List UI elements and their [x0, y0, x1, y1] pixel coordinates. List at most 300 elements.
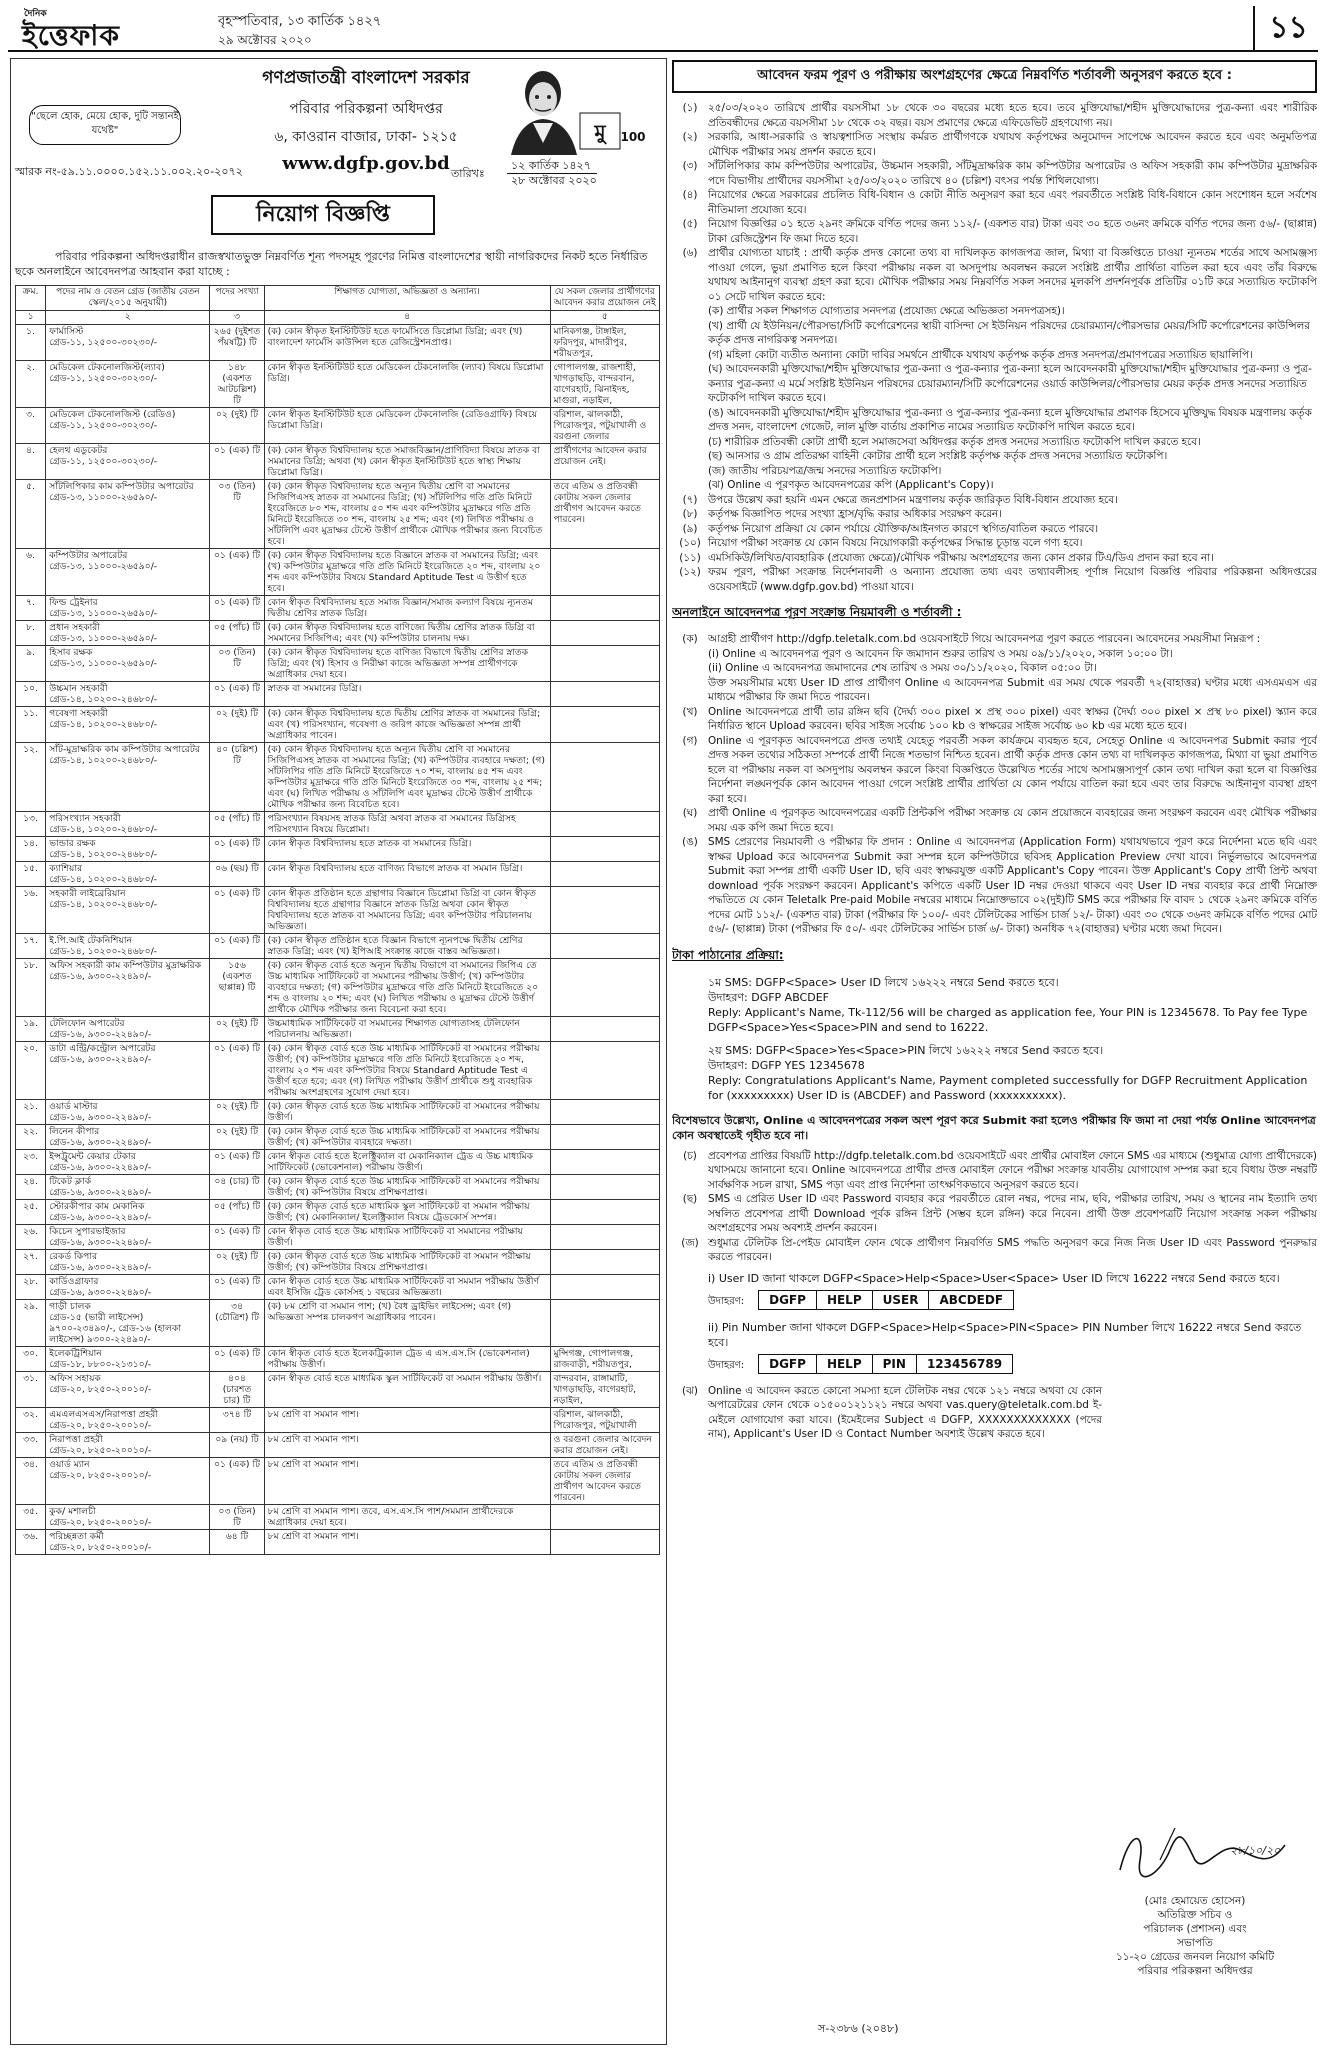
cell-districts — [550, 1458, 659, 1505]
submission-notice: বিশেষভাবে উল্লেখ্য, Online এ আবেদনপত্রের সকল অংশ পূরণ করে Submit করা হলেও পরীক্ষার ফি জমা না দেয়া পর্যন্ত Online আবেদনপত্র কোন অবস্থাতেই গৃহীত হবে না। — [672, 1113, 1316, 1142]
cell-serial — [16, 1458, 46, 1505]
cell-count — [210, 361, 264, 408]
cell-post — [46, 480, 210, 549]
cell-qualification-text: উচ্চমাধ্যমিক সার্টিফিকেট বা সমমানের শিক্ষাগত যোগ্যতাসহ টেলিফোন পরিচালনায় অভিজ্ঞতা। — [267, 1018, 520, 1040]
condition-item — [672, 632, 1317, 647]
cell-serial-text: ৭. — [26, 597, 36, 608]
cell-serial — [16, 887, 46, 934]
cell-count-text: ০১ (এক) টি — [214, 1151, 261, 1162]
cell-qualification-text: ৮ম শ্রেণি বা সমমান পাশ। — [267, 1531, 359, 1542]
cell-districts — [550, 325, 659, 361]
cell-districts-text: গোপালগঞ্জ, রাজশাহী, খাগড়াছড়ি, বান্দরবান, বাগেরহাট, ঝিনাইদহ, মাগুরা, নড়াইল, — [553, 362, 636, 406]
table-colnum-row — [16, 311, 660, 325]
cell-serial — [16, 1150, 46, 1175]
condition-text: কর্তৃপক্ষ নিয়োগ প্রক্রিয়া যে কোন পর্যায়ে যৌক্তিক/আইনগত কারণে স্থগিত/বাতিল করতে পারবে। — [708, 522, 1099, 535]
cell-qualification-text: (ক) কোন স্বীকৃত বোর্ড হতে মাধ্যমিক স্কুল সার্টিফিকেট বা সমমান পরীক্ষায় উত্তীর্ণ; (খ) মেকানিক্যাল/ ইলেক্ট্রিক্যাল বিষয়ে ট্রেডকোর্স সম্পন্ন। — [267, 1201, 530, 1223]
cell-count-text: ০১ (এক) টি — [214, 1459, 261, 1470]
date-bengali-calendar: ১২ কার্তিক ১৪২৭ — [511, 159, 591, 172]
cell-districts — [550, 1225, 659, 1250]
signature-block — [1100, 1820, 1310, 2040]
cell-count — [210, 812, 264, 837]
cell-serial — [16, 934, 46, 959]
cell-districts-text: প্রার্থীগণের আবেদন করার প্রয়োজন নেই। — [553, 445, 647, 467]
cell-qualification-text: (ক) ৮ম শ্রেণি বা সমমান পাশ; (খ) বৈধ ড্রাইভিং লাইসেন্স; এবং (গ) অভিজ্ঞতা সম্পন্ন চালকগণ অগ্রাধিকার পাবেন। — [267, 1301, 512, 1323]
cell-post-text: গ্রেড-২০, ৮২৫০-২০০১০/- — [49, 1420, 152, 1431]
cell-post-text: ইলেকট্রিশিয়ান — [49, 1348, 102, 1359]
cell-post-text: গ্রেড-১৪, ১০২০০-২৪৬৮০/- — [49, 755, 158, 766]
recover-userid: i) User ID জানা থাকলে DGFP<Space>Help<Space>User<Space> User ID লিখে 16222 নম্বরে Send করতে হবে। — [708, 1271, 1280, 1285]
signer-title: পরিচালক (প্রশাসন) এবং — [1143, 1923, 1247, 1935]
masthead — [8, 6, 1318, 52]
cell-qualification — [264, 1150, 550, 1175]
cell-qualification-text: কোন স্বীকৃত বোর্ড হতে ইলেকট্রিক্যাল ট্রেড এ এস.এস.সি (ভোকেশনাল) পরীক্ষায় উত্তীর্ণ। — [267, 1348, 530, 1370]
col-post-grade: পদের নাম ও বেতন গ্রেড (জাতীয় বেতন স্কেল/২০১৫ অনুযায়ী) — [46, 286, 210, 311]
cell-post-text: গ্রেড-১৬, ৯৩০০-২২৪৯০/- — [49, 1237, 152, 1248]
cell-qualification — [264, 1347, 550, 1372]
cell-qualification — [264, 812, 550, 837]
condition-number: (৫) — [682, 218, 698, 230]
cell-count-text: ০১ (এক) টি — [214, 597, 261, 608]
cell-count-text: ০১ (এক) টি — [214, 1226, 261, 1237]
cell-serial — [16, 1100, 46, 1125]
cell-districts — [550, 1372, 659, 1408]
cell-post-text: উচ্চমান সহকারী — [49, 683, 108, 694]
cell-qualification — [264, 1125, 550, 1150]
cell-districts-text: বরিশাল, ঝালকাঠী, পিরোজপুর, পটুয়াখালী — [553, 1409, 637, 1431]
payment-heading: টাকা পাঠানোর প্রক্রিয়া: — [672, 947, 784, 962]
cell-post — [46, 837, 210, 862]
cell-serial — [16, 837, 46, 862]
cell-post — [46, 1175, 210, 1200]
cell-qualification — [264, 621, 550, 646]
cell-post-text: ডাটা এন্ট্রি/কন্ট্রোল অপারেটর — [49, 1043, 156, 1054]
cell-count — [210, 1505, 264, 1530]
cell-serial-text: ২৩. — [23, 1151, 39, 1162]
cell-post — [46, 1042, 210, 1100]
cell-serial — [16, 408, 46, 444]
cell-post-text: ওয়ার্ড মাস্টার — [49, 1101, 98, 1112]
cell-post-text: কুক/ মশালচী — [49, 1506, 96, 1517]
cell-count-text: ৩৭৪ টি — [222, 1409, 252, 1420]
cell-post-text: গ্রেড-১৬, ৯৩০০-২২৪৯০/- — [49, 971, 152, 982]
document-item: (ছ) আনসার ও গ্রাম প্রতিরক্ষা বাহিনী কোটার প্রার্থী হলে সংশ্লিষ্ট কর্তৃপক্ষ কর্তৃক প্রদত্ত সনদের সত্যায়িত ফটোকপি। — [708, 450, 1168, 462]
cell-districts — [550, 480, 659, 549]
condition-text: প্রার্থী Online এ পূরণকৃত আবেদনপত্রের একটি প্রিন্টকপি পরীক্ষা সংক্রান্ত যে কোন প্রয়োজনে ব্যবহারের জন্য সংরক্ষণ করবেন এবং মৌখিক পরীক্ষার সময় এক কপি জমা দিতে হবে। — [708, 807, 1317, 834]
sms-reply-2: Reply: Congratulations Applicant's Name, Payment completed successfully for DGFP Recruitment Application for (xxxxxxxxx) User ID is (ABCDEF) and Password (xxxxxxxxxx). — [708, 1073, 1308, 1102]
cell-post — [46, 862, 210, 887]
table-row — [16, 1408, 660, 1433]
notice-intro: পরিবার পরিকল্পনা অধিদপ্তরাধীন রাজস্বখাতভুক্ত নিম্নবর্ণিত শূন্য পদসমূহ পূরণের নিমিত্ত বাংলাদেশের স্থায়ী নাগরিকদের নিকট হতে নির্ধারিত ছকে অনলাইনে আবেদনপত্র আহবান করা যাচ্ছে : — [15, 250, 648, 278]
cell-post — [46, 1347, 210, 1372]
table-row — [16, 596, 660, 621]
condition-number: (ক) — [682, 633, 698, 645]
col-count: পদের সংখ্যা — [210, 286, 264, 311]
condition-number: (ঘ) — [682, 807, 698, 819]
cell-districts — [550, 1175, 659, 1200]
condition-text: সাঁটলিপিকার কাম কম্পিউটার অপারেটর, উচ্চমান সহকারী, সাঁটমুদ্রাক্ষরিক কাম কম্পিউটার অপারেটর ও অফিস সহকারী কাম কম্পিউটার মুদ্রাক্ষরিক পদে বিভাগীয় প্রার্থীদের বয়সসীমা ২৫/০৩/২০২০ তারিখে ৪০ (চল্লিশ) বৎসর পর্যন্ত শিথিলযোগ্য। — [708, 160, 1317, 187]
cell-qualification-text: কোন স্বীকৃত ইনস্টিটিউট হতে মেডিকেল টেকনোলজি (রেডিওগ্রাফি) বিষয়ে ডিপ্লোমা ডিগ্রি। — [267, 409, 538, 431]
documents-list — [672, 304, 1317, 493]
cell-count — [210, 1125, 264, 1150]
cell-serial-text: ৪. — [26, 445, 36, 456]
logo-text: ইত্তেফাক — [22, 19, 121, 52]
cell-serial — [16, 743, 46, 812]
cell-qualification-text: (ক) কোন স্বীকৃত প্রতিষ্ঠান হতে বিজ্ঞান বিভাগে ন্যূনপক্ষে দ্বিতীয় শ্রেণির স্নাতক ডিগ্রি; এবং (খ) ইপিআই সংক্রান্ত কাজে বাস্তব অভিজ্ঞতা। — [267, 935, 523, 957]
cell-post-text: কম্পিউটার অপারেটর — [49, 550, 128, 561]
cell-qualification-text: পরিসংখ্যান বিষয়সহ স্নাতক ডিগ্রি অথবা স্নাতক বা সমমানের ডিগ্রিসহ পরিসংখ্যান বিষয়ে ডিপ্লোমা। — [267, 813, 516, 835]
cell-districts — [550, 1433, 659, 1458]
cell-count — [210, 1017, 264, 1042]
cell-qualification-text: (ক) কোন স্বীকৃত বোর্ড হতে উচ্চ মাধ্যমিক সার্টিফিকেট বা সমমানের পরীক্ষায় উত্তীর্ণ; (খ) কম্পিউটার ব্যবহারে দক্ষতা। — [267, 1126, 540, 1148]
condition-item — [672, 536, 1317, 551]
condition-text: প্রার্থীর যোগ্যতা যাচাই : প্রার্থী কর্তৃক প্রদত্ত কোনো তথ্য বা দাখিলকৃত কাগজপত্র জাল, মিথ্যা বা বিজ্ঞপ্তিতে চাওয়া ন্যূনতম শর্তের সাথে অসামঞ্জস্য পাওয়া গেলে, ভুয়া প্রমাণিত হলে কিংবা পরীক্ষায় নকল বা অসদুপায় অবলম্বন করলে সংশ্লিষ্ট প্রার্থীর প্রার্থিতা বাতিল করা হবে এবং তাঁর বিরুদ্ধে যথাযথ আইনানুগ ব্যবস্থা গ্রহণ করা হবে। মৌখিক পরীক্ষার সময় নিম্নবর্ণিত সকল সনদের মূলকপি প্রদর্শনপূর্বক প্রতিটির ০১টি করে সত্যায়িত ফটোকপি ০১ সেটে দাখিল করতে হবে: — [708, 247, 1317, 303]
condition-item — [672, 246, 1317, 304]
condition-number: (২) — [682, 131, 698, 143]
condition-item — [672, 676, 1317, 705]
table-header-row — [16, 286, 660, 311]
cell-post — [46, 1125, 210, 1150]
cell-count — [210, 1433, 264, 1458]
cell-post-text: গ্রেড-১৬, ৯৩০০-২২৪৯০/- — [49, 1262, 152, 1273]
cell-count — [210, 707, 264, 743]
cell-districts — [550, 549, 659, 596]
mujib-badge-icon — [579, 109, 645, 153]
cell-post-text: গ্রেড-১১, ১২৫০০-৩০২৩০/- — [49, 420, 158, 431]
cell-districts — [550, 1275, 659, 1300]
cell-count-text: ০৫ (পাঁচ) টি — [213, 813, 261, 824]
table-row — [16, 1347, 660, 1372]
cell-serial — [16, 1225, 46, 1250]
cell-post-text: গ্রেড-১৩, ১১০০০-২৬৫৯০/- — [49, 658, 158, 669]
document-item: (খ) প্রার্থী যে ইউনিয়ন/পৌরসভা/সিটি কর্পোরেশনের স্থায়ী বাসিন্দা সে ইউনিয়ন পরিষদের চেয়ারম্যান/পৌরসভার মেয়র/সিটি কর্পোরেশনের কাউন্সিলর কর্তৃক প্রদত্ত নাগরিকত্ব সনদপত্র। — [708, 319, 1310, 346]
cell-post — [46, 1505, 210, 1530]
example-cell: DGFP — [759, 1290, 817, 1309]
condition-item — [672, 551, 1317, 566]
cell-serial — [16, 1505, 46, 1530]
cell-count — [210, 646, 264, 682]
contact-text: Online এ আবেদন করতে কোনো সমস্যা হলে টেলিটক নম্বর থেকে ১২১ নম্বরে অথবা যে কোন অপারেটরের ফোন থেকে ০১৫০০১২১১২১ নম্বরে অথবা vas.query@teletalk.com.bd ই-মেইলে যোগাযোগ করা যাবে। (ইমেইলের Subject এ DGFP, XXXXXXXXXXXXX (পদের নাম), Applicant's User ID ও Contact Number অবশ্যই উল্লেখ করতে হবে। — [708, 1384, 1102, 1440]
cell-qualification-text: কোন স্বীকৃত বোর্ড হতে মাধ্যমিক স্কুল সার্টিফিকেট বা সমমান পরীক্ষায় উত্তীর্ণ। — [267, 1373, 542, 1384]
advertisement-code: স-২৩৮৬ (২০৪৮) — [818, 2022, 899, 2035]
cell-post — [46, 1458, 210, 1505]
cell-serial-text: ২. — [26, 362, 36, 373]
example-label: উদাহরণ: — [708, 1360, 745, 1371]
condition-text: কর্তৃপক্ষ বিজ্ঞাপিত পদের সংখ্যা হ্রাস/বৃদ্ধি করার অধিকার সংরক্ষণ করেন। — [708, 508, 1002, 520]
cell-serial-text: ১৩. — [23, 813, 39, 824]
cell-qualification-text: কোন স্বীকৃত বোর্ড হতে ইলেক্ট্রিক্যাল বা মেকানিক্যাল ট্রেড এ উচ্চ মাধ্যমিক সার্টিফিকেট (ভোকেশনাল) পরীক্ষায় উত্তীর্ণ। — [267, 1151, 534, 1173]
condition-text: (ii) Online এ আবেদনপত্র জমাদানের শেষ তারিখ ও সময় ৩০/১১/২০২০, বিকাল ০৫:০০ টা। — [708, 662, 1097, 674]
cell-serial-text: ১৫. — [23, 863, 39, 874]
cell-post-text: গ্রেড-২০, ৮২৫০-২০০১০/- — [49, 1517, 152, 1528]
cell-qualification-text: ৮ম শ্রেণি বা সমমান পাশ। — [267, 1434, 359, 1445]
document-item: (চ) শারীরিক প্রতিবন্ধী কোটা প্রার্থী হলে সমাজসেবা অধিদপ্তর কর্তৃক প্রদত্ত সনদের সত্যায়িত ফটোকপি দাখিল করতে হবে। — [708, 435, 1201, 448]
cell-serial-text: ১৬. — [23, 888, 39, 899]
cell-post-text: ইন্সট্রুমেন্ট কেয়ার টেকার — [49, 1151, 136, 1162]
cell-post — [46, 1530, 210, 1555]
cell-post-text: গ্রেড-২০, ৮২৫০-২০০১০/- — [49, 1445, 152, 1456]
cell-districts — [550, 1408, 659, 1433]
condition-number: (ছ) — [682, 1193, 698, 1205]
condition-number: (১২) — [679, 566, 701, 578]
cell-serial — [16, 361, 46, 408]
svg-text:100: 100 — [620, 130, 645, 144]
cell-post-text: ফার্মাসিস্ট — [49, 326, 84, 337]
cell-count — [210, 1100, 264, 1125]
colnum: ১ — [16, 311, 46, 325]
cell-post-text: গ্রেড-২০, ৮২৫০-২০০১০/- — [49, 1384, 152, 1395]
example-cell: HELP — [816, 1290, 872, 1309]
table-row — [16, 480, 660, 549]
department-address: ৬, কাওরান বাজার, ঢাকা- ১২১৫ — [274, 129, 458, 145]
more-rules-list — [672, 1149, 1317, 1265]
table-row — [16, 1175, 660, 1200]
cell-post — [46, 1408, 210, 1433]
cell-serial-text: ২৬. — [23, 1226, 39, 1237]
document-item: (গ) মহিলা কোটা ব্যতীত অন্যান্য কোটা দাবির সমর্থনে প্রার্থীকে যথাযথ কর্তৃপক্ষ কর্তৃক প্রদত্ত সনদপত্র/প্রমাণপত্রের সত্যায়িত ছায়ালিপি। — [708, 348, 1253, 361]
condition-number — [672, 676, 708, 705]
cell-count — [210, 480, 264, 549]
cell-post-text: রেকর্ড কিপার — [49, 1251, 98, 1262]
condition-number: (জ) — [681, 1236, 699, 1249]
online-rules-heading: অনলাইনে আবেদনপত্র পূরণ সংক্রান্ত নিয়মাবলী ও শর্তাবলী : — [672, 605, 962, 619]
cell-count — [210, 743, 264, 812]
mujib-100-logo — [579, 109, 645, 153]
condition-item — [672, 647, 1317, 662]
cell-qualification — [264, 1433, 550, 1458]
cell-qualification-text: (ক) কোন স্বীকৃত বিশ্ববিদ্যালয় হতে অন্যূন দ্বিতীয় শ্রেণি বা সমমানের সিজিপিএসহ স্নাতক বা সমমানের ডিগ্রি; (খ) সাঁটলিপির গতি প্রতি মিনিটে ইংরেজিতে ৮০ শব্দ, বাংলায় ৫০ শব্দ এবং কম্পিউটার মুদ্রাক্ষরে গতি প্রতি মিনিটে ইংরেজিতে ৩০ শব্দ, বাংলায় ২৫ শব্দ; এবং (গ) লিখিত পরীক্ষায় ও সাঁটলিপি এবং মুদ্রাক্ষর টেস্টে উত্তীর্ণ প্রার্থীকে মৌখিক পরীক্ষার জন্য বিবেচিত হবে। — [267, 481, 543, 547]
cell-serial-text: ৩৫. — [23, 1506, 39, 1517]
table-row — [16, 1100, 660, 1125]
table-row — [16, 812, 660, 837]
cell-post-text: ওয়ার্ড ম্যান — [49, 1459, 90, 1470]
notice-title: নিয়োগ বিজ্ঞপ্তি — [211, 195, 435, 235]
cell-count-text: ০২ (দুই) টি — [215, 409, 259, 420]
cell-districts — [550, 887, 659, 934]
cell-post-text: গ্রেড-১৪, ১০২০০-২৪৬৮০/- — [49, 719, 158, 730]
cell-post-text: কার্ডিওগ্রাফার — [49, 1276, 99, 1287]
cell-post — [46, 743, 210, 812]
cell-post-text: টিকেট ক্লার্ক — [49, 1176, 92, 1187]
cell-qualification — [264, 1250, 550, 1275]
condition-text: (i) Online এ আবেদনপত্র পূরণ ও আবেদন ফি জমাদান শুরুর তারিখ ও সময় ০৯/১১/২০২০, সকাল ১০:০০ টা। — [708, 647, 1173, 660]
condition-item — [672, 705, 1317, 734]
condition-item — [672, 493, 1317, 508]
cell-count-text: ০৫ (পাঁচ) টি — [213, 622, 261, 633]
cell-post-text: নিরাপত্তা প্রহরী — [49, 1434, 103, 1445]
cell-qualification — [264, 682, 550, 707]
cell-serial-text: ২৯. — [23, 1301, 39, 1312]
condition-item — [672, 159, 1317, 188]
cell-qualification-text: ৮ম শ্রেণি বা সমমান পাশ। তবে, এস.এস.সি পাশ/সমমান প্রার্থীদেরকে অগ্রাধিকার দেয়া হবে। — [267, 1506, 514, 1528]
cell-qualification-text: (ক) কোন স্বীকৃত বিশ্ববিদ্যালয় হতে বিজ্ঞানে স্নাতক বা সমমানের ডিগ্রি; এবং (খ) কম্পিউটার মুদ্রাক্ষরে গতি প্রতি মিনিটে ইংরেজিতে ২০ শব্দ, বাংলায় ২০ শব্দ এবং কম্পিউটার বিষয়ে Standard Aptitude Test এ উত্তীর্ণ হতে হবে। — [267, 550, 541, 594]
cell-count-text: ০২ (দুই) টি — [215, 708, 259, 719]
cell-post — [46, 646, 210, 682]
cell-count — [210, 408, 264, 444]
cell-qualification — [264, 837, 550, 862]
cell-post — [46, 1300, 210, 1347]
pin-example-table — [758, 1354, 1013, 1374]
cell-count — [210, 887, 264, 934]
cell-qualification-text: ৮ম শ্রেণি বা সমমান পাশ। — [267, 1409, 359, 1420]
cell-post — [46, 682, 210, 707]
cell-post-text: প্রধান সহকারী — [49, 622, 100, 633]
table-row — [16, 1433, 660, 1458]
cell-qualification — [264, 1225, 550, 1250]
cell-post — [46, 549, 210, 596]
cell-qualification — [264, 646, 550, 682]
cell-post — [46, 361, 210, 408]
department-name: পরিবার পরিকল্পনা অধিদপ্তর — [289, 101, 443, 117]
spacer — [708, 1035, 1317, 1043]
table-row — [16, 887, 660, 934]
cell-districts — [550, 1150, 659, 1175]
cell-post — [46, 1250, 210, 1275]
logo-small-text: দৈনিক — [24, 9, 47, 19]
recover-pin: ii) Pin Number জানা থাকলে DGFP<Space>Help<Space>PIN<Space> PIN Number লিখে 16222 নম্বরে Send করতে হবে। — [708, 1320, 1302, 1349]
cell-serial-text: ২৫. — [23, 1201, 39, 1212]
condition-text: নিয়োগ বিজ্ঞপ্তির ০১ হতে ২৯নং ক্রমিকে বর্ণিত পদের জন্য ১১২/- (একশত বার) টাকা এবং ৩০ হতে ৩৬নং ক্রমিকে বর্ণিত পদের জন্য ৫৬/- (ছাপ্পান্ন) টাকা রেজিস্ট্রেশন ফি জমা দিতে হবে। — [708, 218, 1317, 245]
cell-districts-text: ও বরগুনা জেলার আবেদন করার প্রয়োজন নেই। — [553, 1434, 652, 1456]
cell-qualification-text: কোন স্বীকৃত প্রতিষ্ঠান হতে গ্রন্থাগার বিজ্ঞানে ডিপ্লোমা ডিগ্রি বা কোন স্বীকৃত বিশ্ববিদ্যালয় হতে গ্রন্থাগার বিজ্ঞানে স্নাতক ডিগ্রি অথবা কোন স্বীকৃত বিশ্ববিদ্যালয় হতে স্নাতক বা সমমানের ডিগ্রি; এবং কম্পিউটার পরিচালনায় অভিজ্ঞতা। — [267, 888, 537, 932]
cell-districts — [550, 1505, 659, 1530]
condition-text: উপরে উল্লেখ করা হয়নি এমন ক্ষেত্রে জনপ্রশাসন মন্ত্রণালয় কর্তৃক জারিকৃত বিধি-বিধান প্রযোজ্য হবে। — [708, 493, 1118, 506]
cell-count-text: ০১ (এক) টি — [214, 550, 261, 561]
cell-serial-text: ২৪. — [23, 1176, 39, 1187]
condition-text: উক্ত সময়সীমার মধ্যে User ID প্রাপ্ত প্রার্থীগণ Online এ আবেদনপত্র Submit এর সময় থেকে পরবর্তী ৭২(বাহাত্তর) ঘণ্টার মধ্যে এসএমএস এর মাধ্যমে পরীক্ষার ফি জমা দিতে পারবেন। — [708, 676, 1317, 703]
cell-qualification — [264, 1200, 550, 1225]
colnum: ২ — [46, 311, 210, 325]
cell-serial-text: ১৭. — [23, 935, 39, 946]
cell-districts — [550, 707, 659, 743]
cell-count-text: ৬৪ টি — [225, 1531, 249, 1542]
col-excluded-districts: যে সকল জেলার প্রার্থীগণের আবেদন করার প্রয়োজন নেই — [550, 286, 659, 311]
cell-post — [46, 1433, 210, 1458]
cell-serial — [16, 1200, 46, 1225]
table-row — [16, 444, 660, 480]
cell-serial — [16, 1433, 46, 1458]
cell-qualification — [264, 1042, 550, 1100]
cell-qualification — [264, 1275, 550, 1300]
cell-districts — [550, 1347, 659, 1372]
cell-count-text: ০১ (এক) টি — [214, 445, 261, 456]
department-website[interactable]: www.dgfp.gov.bd — [282, 153, 450, 174]
table-row — [16, 1042, 660, 1100]
payment-steps — [672, 975, 1317, 1103]
cell-count — [210, 1250, 264, 1275]
cell-count-text: ০১ (এক) টি — [214, 683, 261, 694]
condition-number: (৯) — [682, 522, 698, 535]
table-row — [16, 743, 660, 812]
cell-serial — [16, 621, 46, 646]
condition-item — [672, 130, 1317, 159]
cell-serial-text: ২৮. — [23, 1276, 39, 1287]
cell-count-text: ০৪ (চার) টি — [214, 1176, 260, 1187]
cell-count — [210, 549, 264, 596]
cell-count-text: ০২ (দুই) টি — [215, 1126, 259, 1137]
cell-serial — [16, 707, 46, 743]
cell-qualification-text: কোন স্বীকৃত বোর্ড হতে উচ্চ মাধ্যমিক সার্টিফিকেট বা সমমানের পরীক্ষায় উত্তীর্ণ। — [267, 1226, 523, 1248]
condition-text: ফরম পূরণ, পরীক্ষা সংক্রান্ত নির্দেশনাবলী ও অন্যান্য প্রযোজ্য তথ্য এবং তথ্যাবলীসহ পূর্ণাঙ্গ নিয়োগ বিজ্ঞপ্তি পরিবার পরিকল্পনা অধিদপ্তরের ওয়েবসাইটে (www.dgfp.gov.bd) পাওয়া যাবে। — [708, 566, 1317, 593]
table-row — [16, 934, 660, 959]
table-row — [16, 325, 660, 361]
condition-number: (৩) — [682, 160, 698, 172]
cell-post-text: ভান্ডার রক্ষক — [49, 838, 96, 849]
cell-post-text: গ্রেড-১১, ১২৫০০-৩০২৩০/- — [49, 456, 158, 467]
cell-qualification — [264, 1372, 550, 1408]
cell-post-text: গ্রেড-১১, ১২৫০০-৩০২৩০/- — [49, 337, 158, 348]
cell-post — [46, 707, 210, 743]
example-cell: 123456789 — [916, 1354, 1012, 1373]
cell-post-text: মেডিকেল টেকনোলজিস্ট(ল্যাব) — [49, 362, 165, 373]
cell-serial — [16, 1042, 46, 1100]
cell-qualification-text: (ক) কোন স্বীকৃত ইনস্টিটিউট হতে ফার্মেসিতে ডিপ্লোমা ডিগ্রি; এবং (খ) বাংলাদেশ ফার্মেসি কাউন্সিল হতে রেজিস্ট্রেশনপ্রাপ্ত। — [267, 326, 523, 348]
cell-post — [46, 812, 210, 837]
condition-number — [672, 647, 708, 662]
table-row — [16, 1458, 660, 1505]
cell-serial-text: ২৭. — [23, 1251, 39, 1262]
cell-serial-text: ২০. — [23, 1043, 39, 1054]
cell-count-text: ০৯ (নয়) টি — [215, 1434, 259, 1445]
example-cell: ABCDEDF — [929, 1290, 1014, 1309]
cell-qualification-text: কোন স্বীকৃত ইনস্টিটিউট হতে মেডিকেল টেকনোলজি (ল্যাব) বিষয়ে ডিপ্লোমা ডিগ্রি। — [267, 362, 544, 384]
table-row — [16, 549, 660, 596]
document-item: (ক) প্রার্থীর সকল শিক্ষাগত যোগ্যতার সনদপত্র (প্রযোজ্য ক্ষেত্রে অভিজ্ঞতা সনদপত্রসহ)। — [708, 305, 1065, 317]
government-header — [216, 65, 516, 174]
cell-serial — [16, 682, 46, 707]
cell-serial-text: ২২. — [23, 1126, 39, 1137]
cell-qualification — [264, 444, 550, 480]
userid-example — [672, 1286, 1317, 1320]
condition-number: (১০) — [679, 537, 701, 549]
cell-qualification-text: স্নাতক বা সমমানের ডিগ্রি। — [267, 683, 362, 694]
cell-qualification — [264, 408, 550, 444]
recruitment-notice-left — [10, 58, 667, 2045]
cell-post-text: লিনেন কীপার — [49, 1126, 100, 1137]
table-row — [16, 707, 660, 743]
cell-qualification — [264, 887, 550, 934]
condition-item — [672, 507, 1317, 522]
cell-qualification-text: কোন স্বীকৃত বিশ্ববিদ্যালয় হতে বাণিজ্য বিভাগে স্নাতক বা সমমান ডিগ্রি। — [267, 863, 523, 874]
cell-post-text: সাঁট-মুদ্রাক্ষরিক কাম কম্পিউটার অপারেটর — [49, 744, 200, 755]
cell-post — [46, 408, 210, 444]
cell-post-text: পরিসংখ্যান সহকারী — [49, 813, 121, 824]
cell-qualification — [264, 1175, 550, 1200]
government-name: গণপ্রজাতন্ত্রী বাংলাদেশ সরকার — [262, 68, 470, 88]
cell-serial-text: ৯. — [26, 647, 36, 658]
condition-number: (৮) — [682, 508, 698, 520]
issue-date-bn: বৃহস্পতিবার, ১৩ কার্তিক ১৪২৭ — [218, 14, 382, 29]
cell-serial-text: ১০. — [23, 683, 39, 694]
condition-number: (৭) — [682, 493, 698, 506]
table-row — [16, 1250, 660, 1275]
cell-post — [46, 1017, 210, 1042]
cell-post-text: ই.পি.আই টেকনিশিয়ান — [49, 935, 133, 946]
cell-serial — [16, 1300, 46, 1347]
condition-text: SMS এ প্রেরিত User ID এবং Password ব্যবহার করে পরবর্তীতে রোল নম্বর, পদের নাম, ছবি, পরীক্ষার তারিখ, সময় ও স্থানের নাম ইত্যাদি তথ্য সম্বলিত প্রবেশপত্র প্রার্থী Download পূর্বক রঙ্গিন প্রিন্ট (সম্ভব হলে রঙ্গিন) করে নিবেন। প্রার্থী উক্ত প্রবেশপত্রটি নিয়োগ সংক্রান্ত সকল পরীক্ষায় অংশগ্রহণের সময় অবশ্যই প্রদর্শন করবেন। — [708, 1193, 1317, 1234]
condition-item — [672, 188, 1317, 217]
condition-item — [672, 1149, 1317, 1193]
cell-serial — [16, 596, 46, 621]
cell-serial — [16, 862, 46, 887]
cell-post — [46, 1275, 210, 1300]
condition-item — [672, 522, 1317, 537]
cell-count — [210, 1372, 264, 1408]
cell-districts — [550, 1530, 659, 1555]
condition-item — [672, 101, 1317, 130]
cell-serial — [16, 1275, 46, 1300]
cell-count — [210, 1458, 264, 1505]
cell-post-text: গ্রেড-১৪, ১০২০০-২৪৬৮০/- — [49, 849, 158, 860]
